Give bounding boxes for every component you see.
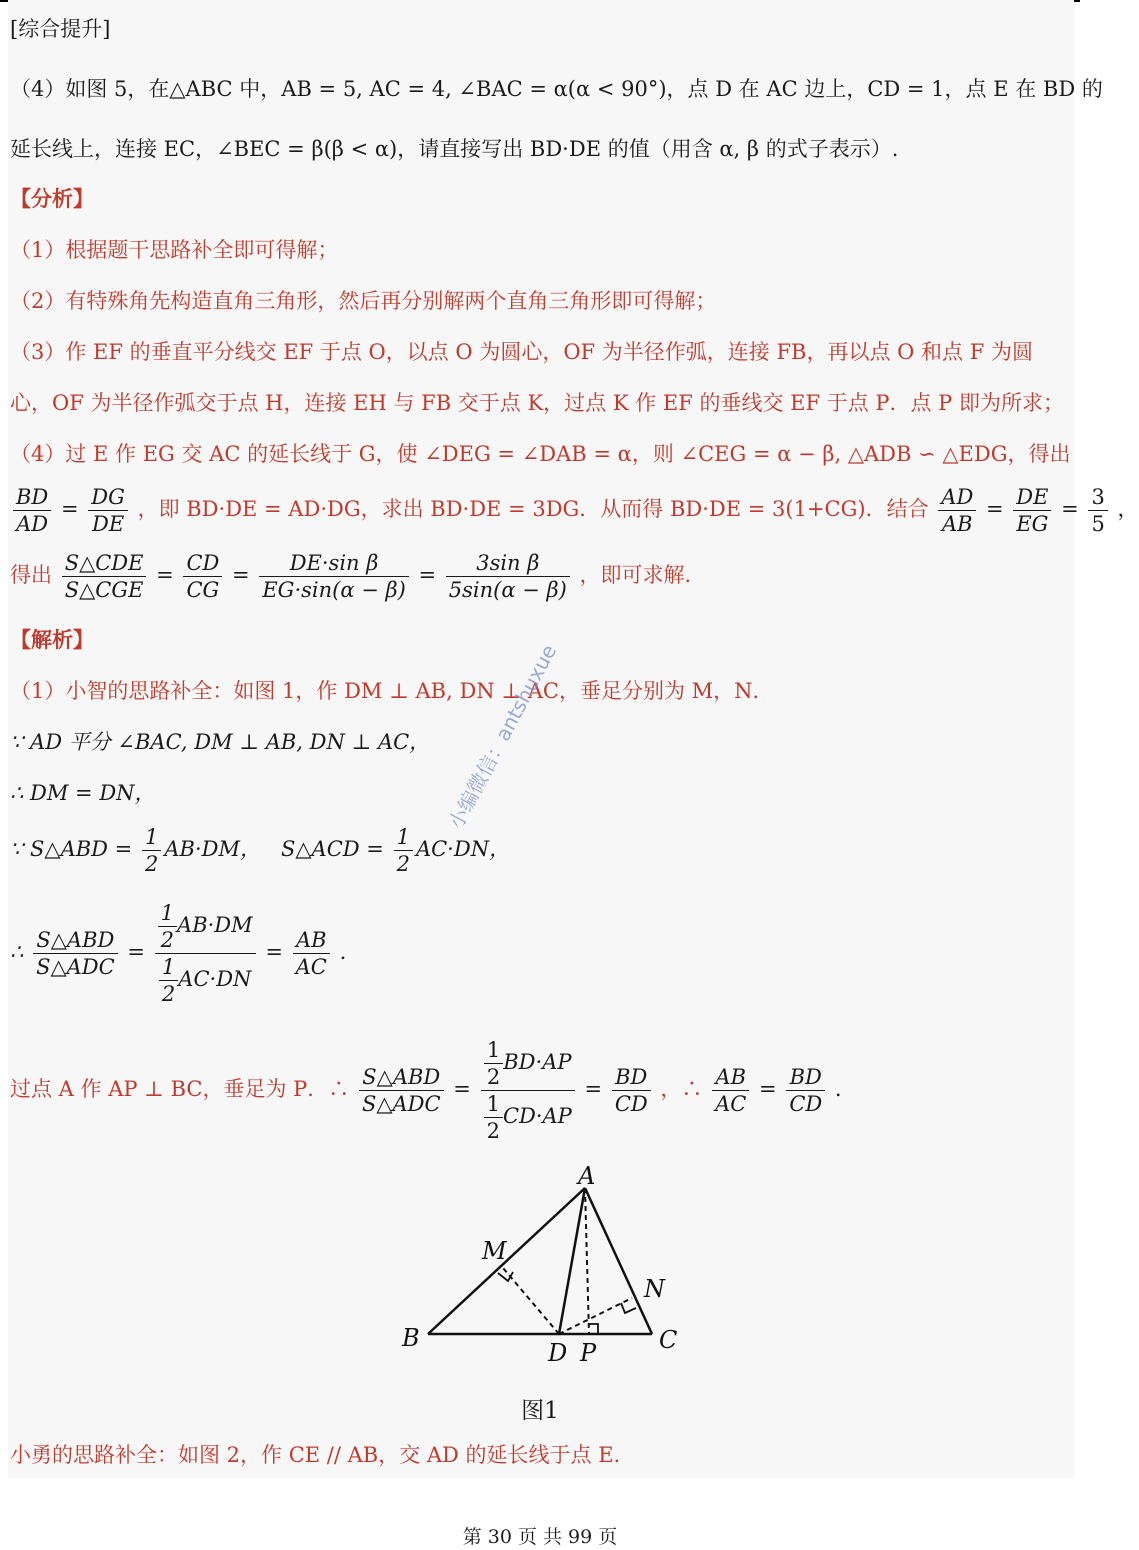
analysis-item-2: （2）有特殊角先构造直角三角形，然后再分别解两个直角三角形即可得解； — [10, 289, 717, 313]
fraction-cd-cg: $\frac{CD}{CG}$ — [183, 550, 222, 603]
analysis-item-4c: 得出 $\frac{\text{S△CDE}}{\text{S△CGE}}$ = $\frac{CD}{CG}$ = $\frac{\text{DE·sin β}}{EG\cdot\sin(\alpha - \beta)}$ = $\frac{\text{3sin β}}{5\sin(\alpha - \beta)}$ ，即可求解． — [10, 551, 706, 602]
question-line-2: 延长线上，连接 EC，∠BEC = β(β < α)，请直接写出 BD·DE 的值（用含 α, β 的式子表示）. — [10, 137, 899, 161]
label-n: N — [644, 1275, 665, 1303]
label-a: A — [578, 1162, 596, 1190]
label-d: D — [548, 1339, 568, 1367]
fraction-area-abd-adc-2: $\frac{\text{S△ABD}}{\text{S△ADC}}$ — [359, 1064, 444, 1117]
analysis-item-4b: $\frac{BD}{AD}$ = $\frac{DG}{DE}$ ，即 BD·DE = AD·DG，求出 BD·DE = 3DG．从而得 BD·DE = 3(1+CG)．结合 $\frac{AD}{AB}$ = $\frac{DE}{EG}$ = $\frac{3}{5}$ ， — [10, 484, 1139, 537]
fraction-ab-ac: $\frac{AB}{AC}$ — [293, 927, 330, 980]
solution-line-6: 过点 A 作 AP ⊥ BC，垂足为 P．∴ $\frac{\text{S△ABD}}{\text{S△ADC}}$ = $\frac{1}{2}$ BD·AP $\frac{1}{2}$ CD·AP = $\frac{BD}{CD}$ ，∴ $\frac{AB}{AC}$ = $\frac{BD}{CD}$ . — [10, 1038, 842, 1143]
watermark-text: 小编微信：antshuxue — [443, 640, 562, 834]
figure-1-caption: 图1 — [521, 1398, 559, 1424]
solution-line-4: ∵ S△ABD = $\frac{1}{2}$ AB·DM， S△ACD = $\frac{1}{2}$ AC·DN， — [10, 825, 511, 876]
header-tag: [综合提升] — [10, 17, 111, 41]
fraction-area-cde-cge: $\frac{\text{S△CDE}}{\text{S△CGE}}$ — [62, 550, 147, 603]
label-p: P — [580, 1339, 597, 1367]
analysis-heading: 【分析】 — [10, 186, 94, 211]
analysis-item-3a: （3）作 EF 的垂直平分线交 EF 于点 O，以点 O 为圆心，OF 为半径作弧，连接 FB，再以点 O 和点 F 为圆 — [10, 340, 1033, 364]
fraction-bd-cd-2: $\frac{BD}{CD}$ — [786, 1064, 825, 1117]
solution-line-1: （1）小智的思路补全：如图 1，作 DM ⊥ AB, DN ⊥ AC，垂足分别为 M，N． — [10, 679, 774, 703]
analysis-item-3b: 心，OF 为半径作弧交于点 H，连接 EH 与 FB 交于点 K，过点 K 作 EF 的垂线交 EF 于点 P．点 P 即为所求； — [10, 391, 1064, 415]
label-c: C — [659, 1326, 678, 1354]
solution-line-3: ∴ DM = DN， — [10, 781, 156, 805]
fraction-compound-1: $\frac{1}{2}$ AB·DM $\frac{1}{2}$ AC·DN — [155, 900, 256, 1007]
page-footer: 第 30 页 共 99 页 — [462, 1526, 618, 1548]
analysis-item-1: （1）根据题干思路补全即可得解； — [10, 238, 339, 262]
solution-heading: 【解析】 — [10, 627, 94, 652]
fraction-result: $\frac{\text{3sin β}}{5\sin(\alpha - \beta)}$ — [446, 550, 570, 603]
fraction-ad-ab: $\frac{AD}{AB}$ — [938, 484, 976, 537]
solution-line-7: 小勇的思路补全：如图 2，作 CE // AB，交 AD 的延长线于点 E． — [10, 1443, 635, 1467]
fraction-3-5: $\frac{3}{5}$ — [1088, 484, 1107, 537]
fraction-ab-ac-2: $\frac{AB}{AC}$ — [712, 1064, 749, 1117]
label-b: B — [402, 1324, 420, 1352]
fraction-half-2: $\frac{1}{2}$ — [394, 824, 413, 877]
analysis-item-4a: （4）过 E 作 EG 交 AC 的延长线于 G，使 ∠DEG = ∠DAB = α，则 ∠CEG = α − β, △ADB ∽ △EDG，得出 — [10, 442, 1071, 466]
fraction-area-abd-adc: $\frac{\text{S△ABD}}{\text{S△ADC}}$ — [33, 927, 118, 980]
fraction-bd-cd: $\frac{BD}{CD}$ — [612, 1064, 651, 1117]
fraction-de-eg: $\frac{DE}{EG}$ — [1013, 484, 1051, 537]
fraction-dg-de: $\frac{DG}{DE}$ — [88, 484, 128, 537]
solution-line-2: ∵ AD 平分 ∠BAC, DM ⊥ AB, DN ⊥ AC， — [10, 730, 431, 754]
label-m: M — [482, 1237, 507, 1265]
fraction-compound-2: $\frac{1}{2}$ BD·AP $\frac{1}{2}$ CD·AP — [481, 1037, 575, 1144]
question-line-1: （4）如图 5，在△ABC 中，AB = 5, AC = 4, ∠BAC = α(α < 90°)，点 D 在 AC 边上，CD = 1，点 E 在 BD 的 — [10, 77, 1103, 101]
fraction-half-1: $\frac{1}{2}$ — [142, 824, 161, 877]
fraction-sine-ratio: $\frac{\text{DE·sin β}}{EG\cdot\sin(\alpha - \beta)}$ — [259, 550, 408, 603]
fraction-bd-ad: $\frac{BD}{AD}$ — [13, 484, 51, 537]
solution-line-5: ∴ $\frac{\text{S△ABD}}{\text{S△ADC}}$ = $\frac{1}{2}$ AB·DM $\frac{1}{2}$ AC·DN = $\frac{AB}{AC}$ . — [10, 901, 347, 1006]
